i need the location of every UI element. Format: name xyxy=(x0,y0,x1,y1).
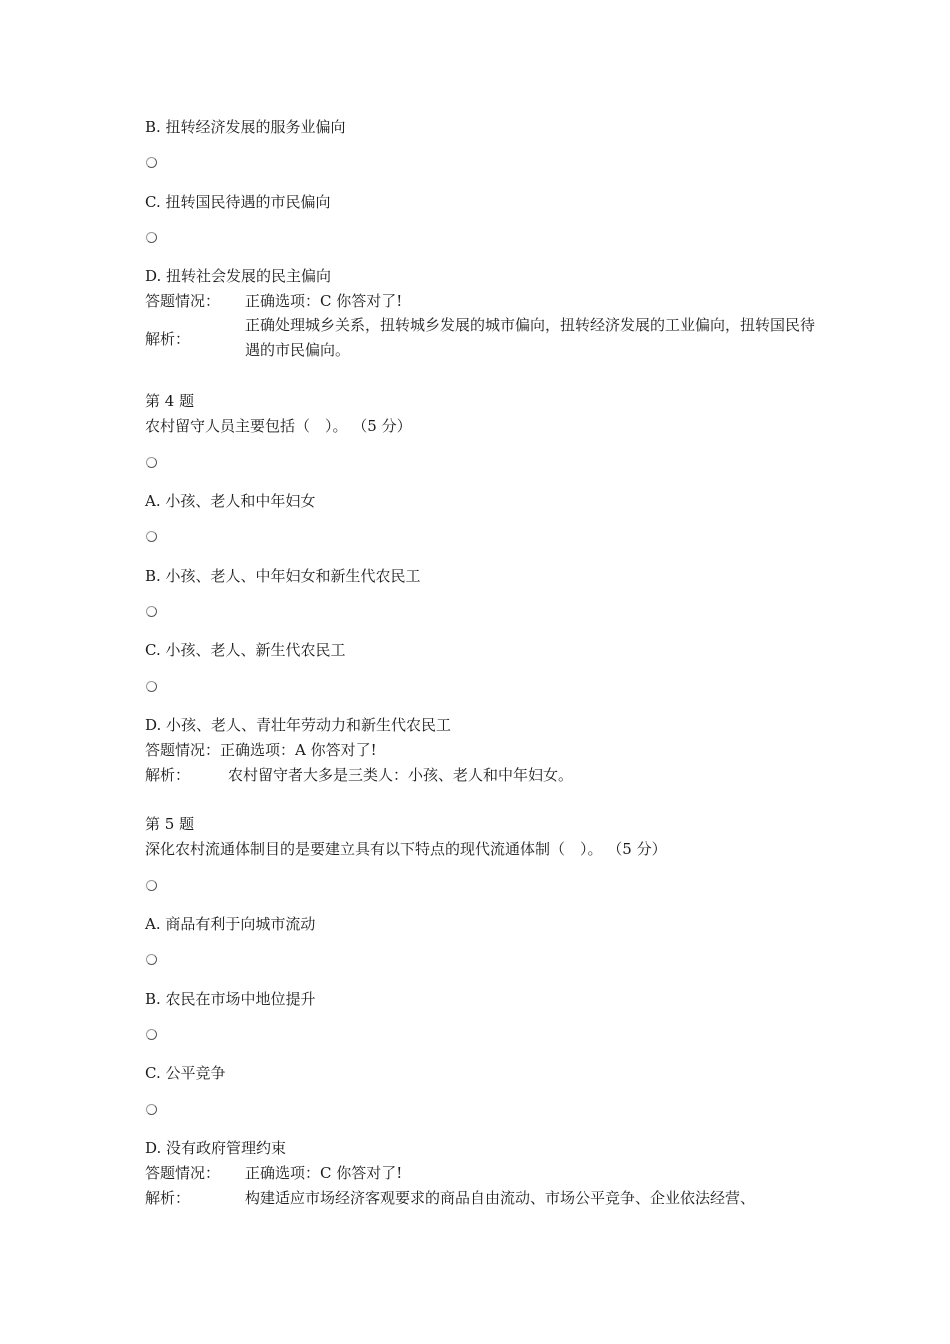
q5-option-c: C. 公平竞争 xyxy=(145,1064,226,1082)
q5-analysis-text: 构建适应市场经济客观要求的商品自由流动、市场公平竞争、企业依法经营、 xyxy=(245,1189,756,1207)
q5-radio-c[interactable] xyxy=(146,1029,157,1040)
q5-option-a: A. 商品有利于向城市流动 xyxy=(145,915,316,933)
q4-option-b: B. 小孩、老人、中年妇女和新生代农民工 xyxy=(145,567,421,585)
q5-option-d: D. 没有政府管理约束 xyxy=(145,1139,287,1157)
q4-radio-b[interactable] xyxy=(146,531,157,542)
q3-option-d: D. 扭转社会发展的民主偏向 xyxy=(145,267,332,285)
q4-number: 第 4 题 xyxy=(145,392,195,410)
q4-answer: 答题情况：正确选项：A 你答对了! xyxy=(145,741,377,759)
q4-question: 农村留守人员主要包括（ ）。 （5 分） xyxy=(145,417,412,435)
q3-answer-label: 答题情况： xyxy=(145,292,221,310)
q3-radio-c[interactable] xyxy=(146,157,157,168)
q3-option-b: B. 扭转经济发展的服务业偏向 xyxy=(145,118,346,136)
q5-number: 第 5 题 xyxy=(145,815,195,833)
q3-answer-value: 正确选项：C 你答对了! xyxy=(245,292,403,310)
q4-analysis-label: 解析： xyxy=(145,766,191,784)
q4-radio-c[interactable] xyxy=(146,606,157,617)
q5-radio-b[interactable] xyxy=(146,954,157,965)
q4-radio-d[interactable] xyxy=(146,681,157,692)
q5-answer-label: 答题情况： xyxy=(145,1164,221,1182)
q5-radio-a[interactable] xyxy=(146,880,157,891)
q4-option-a: A. 小孩、老人和中年妇女 xyxy=(145,492,316,510)
q3-radio-d[interactable] xyxy=(146,232,157,243)
q4-option-d: D. 小孩、老人、青壮年劳动力和新生代农民工 xyxy=(145,716,452,734)
q3-option-c: C. 扭转国民待遇的市民偏向 xyxy=(145,193,331,211)
q5-radio-d[interactable] xyxy=(146,1104,157,1115)
q3-analysis-text: 正确处理城乡关系，扭转城乡发展的城市偏向，扭转经济发展的工业偏向，扭转国民待遇的市民偏向。 xyxy=(245,316,816,359)
q4-option-c: C. 小孩、老人、新生代农民工 xyxy=(145,641,346,659)
q3-analysis-label: 解析： xyxy=(145,330,191,348)
q5-option-b: B. 农民在市场中地位提升 xyxy=(145,990,316,1008)
q4-analysis-text: 农村留守者大多是三类人：小孩、老人和中年妇女。 xyxy=(228,766,574,784)
q5-answer-value: 正确选项：C 你答对了! xyxy=(245,1164,403,1182)
q5-question: 深化农村流通体制目的是要建立具有以下特点的现代流通体制（ ）。 （5 分） xyxy=(145,840,667,858)
q5-analysis-label: 解析： xyxy=(145,1189,191,1207)
q4-radio-a[interactable] xyxy=(146,457,157,468)
